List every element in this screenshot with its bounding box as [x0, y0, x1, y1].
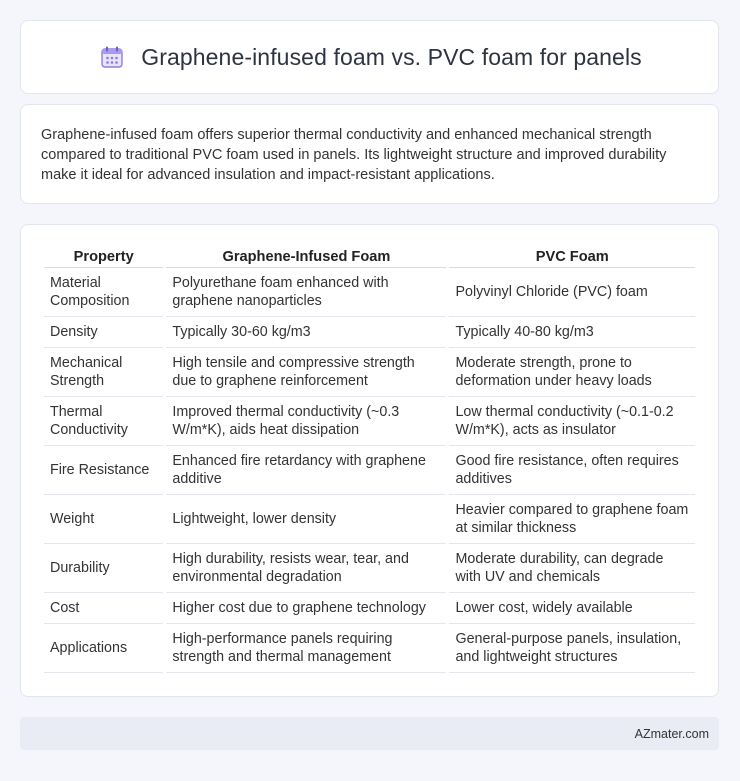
footer-site-label: AZmater.com [634, 726, 709, 741]
property-cell: Fire Resistance [44, 446, 163, 495]
pvc-cell: Heavier compared to graphene foam at similar thickness [449, 495, 695, 544]
footer [20, 717, 719, 750]
table-row [44, 624, 695, 673]
graphene-cell: Enhanced fire retardancy with graphene additive [166, 446, 446, 495]
pvc-cell: General-purpose panels, insulation, and lightweight structures [449, 624, 695, 673]
pvc-cell: Lower cost, widely available [449, 593, 695, 624]
comparison-table [41, 245, 698, 673]
calendar-icon [97, 42, 127, 72]
property-cell: Applications [44, 624, 163, 673]
pvc-cell: Moderate durability, can degrade with UV and chemicals [449, 544, 695, 593]
graphene-cell: High-performance panels requiring strength and thermal management [166, 624, 446, 673]
table-header-row [44, 245, 695, 268]
pvc-cell: Low thermal conductivity (~0.1-0.2 W/m*K), acts as insulator [449, 397, 695, 446]
graphene-cell: Higher cost due to graphene technology [166, 593, 446, 624]
table-row [44, 544, 695, 593]
table-row [44, 268, 695, 317]
graphene-cell: High durability, resists wear, tear, and environmental degradation [166, 544, 446, 593]
table-row [44, 495, 695, 544]
column-header-property: Property [44, 245, 163, 268]
pvc-cell: Polyvinyl Chloride (PVC) foam [449, 268, 695, 317]
column-header-graphene-foam: Graphene-Infused Foam [166, 245, 446, 268]
property-cell: Density [44, 317, 163, 348]
property-cell: Thermal Conductivity [44, 397, 163, 446]
pvc-cell: Typically 40-80 kg/m3 [449, 317, 695, 348]
table-row [44, 397, 695, 446]
property-cell: Mechanical Strength [44, 348, 163, 397]
table-row [44, 593, 695, 624]
table-row [44, 348, 695, 397]
property-cell: Weight [44, 495, 163, 544]
intro-card [20, 104, 719, 204]
table-row [44, 446, 695, 495]
page-title: Graphene-infused foam vs. PVC foam for panels [141, 43, 642, 70]
graphene-cell: Lightweight, lower density [166, 495, 446, 544]
intro-text: Graphene-infused foam offers superior thermal conductivity and enhanced mechanical strength compared to traditional PVC foam used in panels. Its lightweight structure and improved durability make it ideal for advanced insulation and impact-resistant applications. [41, 127, 667, 183]
comparison-table-card [20, 224, 719, 697]
pvc-cell: Good fire resistance, often requires additives [449, 446, 695, 495]
graphene-cell: Improved thermal conductivity (~0.3 W/m*K), aids heat dissipation [166, 397, 446, 446]
property-cell: Cost [44, 593, 163, 624]
property-cell: Material Composition [44, 268, 163, 317]
graphene-cell: Typically 30-60 kg/m3 [166, 317, 446, 348]
graphene-cell: Polyurethane foam enhanced with graphene nanoparticles [166, 268, 446, 317]
graphene-cell: High tensile and compressive strength due to graphene reinforcement [166, 348, 446, 397]
column-header-pvc-foam: PVC Foam [449, 245, 695, 268]
table-row [44, 317, 695, 348]
property-cell: Durability [44, 544, 163, 593]
pvc-cell: Moderate strength, prone to deformation under heavy loads [449, 348, 695, 397]
title-card [20, 20, 719, 94]
